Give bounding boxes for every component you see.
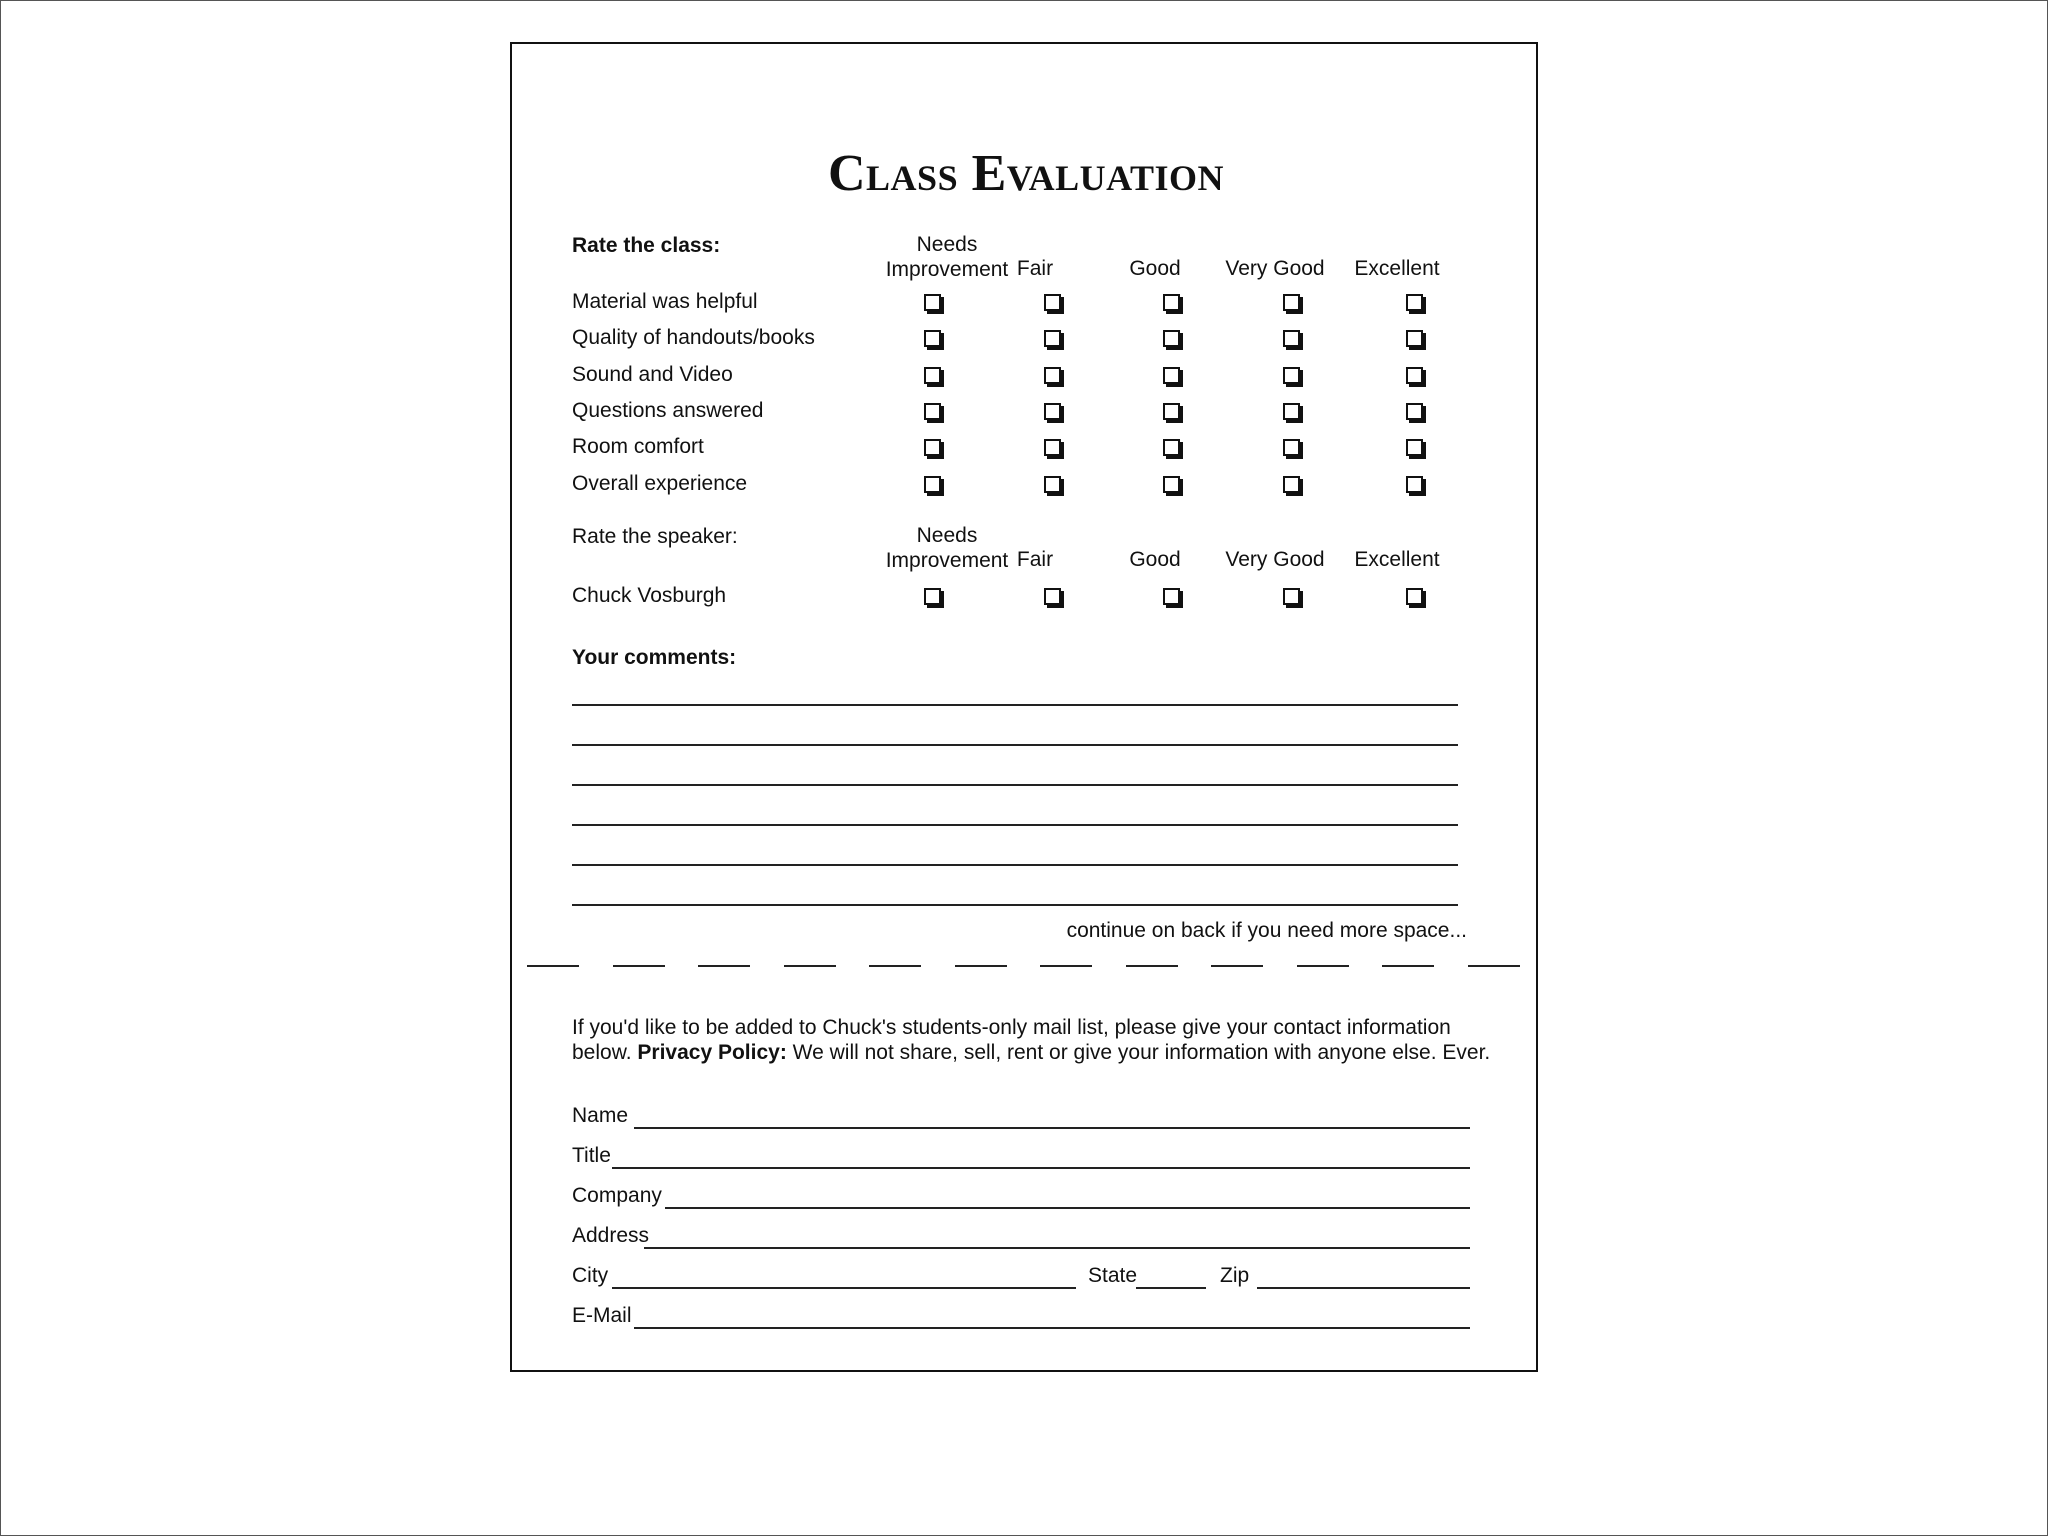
rate-speaker-heading: Rate the speaker: [572,525,738,548]
comment-line[interactable] [572,704,1458,706]
class-item-3-checkbox-needs-improvement[interactable] [924,403,941,420]
class-item-1-checkbox-fair[interactable] [1044,330,1061,347]
class-item-3-checkbox-good[interactable] [1163,403,1180,420]
class-item-4-checkbox-needs-improvement[interactable] [924,439,941,456]
speaker-scale-very-good: Very Good [1225,548,1325,571]
tear-dash [955,965,1007,967]
address-label: Address [572,1224,650,1247]
zip-label: Zip [1220,1264,1250,1287]
state-field[interactable] [1136,1287,1206,1289]
evaluation-form [510,42,1538,1372]
class-item-1-checkbox-very-good[interactable] [1283,330,1300,347]
class-item-3-checkbox-very-good[interactable] [1283,403,1300,420]
name-field[interactable] [634,1127,1470,1129]
class-scale-fair: Fair [1016,257,1054,280]
title-label: Title [572,1144,611,1167]
class-item-1-checkbox-good[interactable] [1163,330,1180,347]
class-item-1-checkbox-excellent[interactable] [1406,330,1423,347]
class-item-5-checkbox-good[interactable] [1163,476,1180,493]
class-item-5-checkbox-fair[interactable] [1044,476,1061,493]
intro-below: below. [572,1041,632,1064]
speaker-scale-fair: Fair [1016,548,1054,571]
class-item-label: Questions answered [572,398,764,422]
continue-note: continue on back if you need more space... [1066,919,1467,942]
class-item-3-checkbox-excellent[interactable] [1406,403,1423,420]
class-item-1-checkbox-needs-improvement[interactable] [924,330,941,347]
class-item-0-checkbox-very-good[interactable] [1283,294,1300,311]
city-label: City [572,1264,609,1287]
comment-line[interactable] [572,904,1458,906]
rate-class-heading: Rate the class: [572,234,721,257]
company-field[interactable] [665,1207,1470,1209]
speaker-scale-good: Good [1129,548,1181,571]
class-item-0-checkbox-fair[interactable] [1044,294,1061,311]
privacy-line [572,1041,1490,1065]
class-item-0-checkbox-needs-improvement[interactable] [924,294,941,311]
privacy-policy-label: Privacy Policy: [637,1041,787,1064]
address-field[interactable] [644,1247,1470,1249]
tear-dash [527,965,579,967]
class-scale-needs-improvement: Needs Improvement [885,233,1009,281]
class-scale-very-good: Very Good [1225,257,1325,280]
speaker-checkbox-excellent[interactable] [1406,588,1423,605]
class-item-0-checkbox-good[interactable] [1163,294,1180,311]
tear-dash [613,965,665,967]
title-field[interactable] [612,1167,1470,1169]
comment-line[interactable] [572,864,1458,866]
class-item-label: Quality of handouts/books [572,326,815,350]
class-item-label: Room comfort [572,435,704,459]
tear-dash [1382,965,1434,967]
class-item-2-checkbox-fair[interactable] [1044,367,1061,384]
comments-heading: Your comments: [572,646,737,669]
state-label: State [1088,1264,1138,1287]
class-item-2-checkbox-very-good[interactable] [1283,367,1300,384]
name-label: Name [572,1104,629,1127]
speaker-scale-needs-improvement: Needs Improvement [885,524,1009,572]
city-field[interactable] [612,1287,1076,1289]
speaker-name: Chuck Vosburgh [572,584,727,607]
class-item-5-checkbox-needs-improvement[interactable] [924,476,941,493]
privacy-policy-text: We will not share, sell, rent or give your information with anyone else. Ever. [792,1041,1491,1064]
tear-dash [1297,965,1349,967]
class-item-4-checkbox-very-good[interactable] [1283,439,1300,456]
comment-line[interactable] [572,784,1458,786]
class-scale-excellent: Excellent [1354,257,1440,280]
tear-dash [1040,965,1092,967]
comment-line[interactable] [572,824,1458,826]
class-item-3-checkbox-fair[interactable] [1044,403,1061,420]
class-item-label: Sound and Video [572,362,733,386]
comment-line[interactable] [572,744,1458,746]
class-item-4-checkbox-good[interactable] [1163,439,1180,456]
class-item-label: Material was helpful [572,290,758,313]
company-label: Company [572,1184,662,1207]
speaker-checkbox-fair[interactable] [1044,588,1061,605]
speaker-checkbox-needs-improvement[interactable] [924,588,941,605]
email-label: E-Mail [572,1304,632,1327]
speaker-checkbox-good[interactable] [1163,588,1180,605]
class-item-0-checkbox-excellent[interactable] [1406,294,1423,311]
class-item-2-checkbox-good[interactable] [1163,367,1180,384]
zip-field[interactable] [1257,1287,1470,1289]
speaker-checkbox-very-good[interactable] [1283,588,1300,605]
class-item-label: Overall experience [572,471,748,495]
mailing-intro: If you'd like to be added to Chuck's students-only mail list, please give your contact information [572,1016,1451,1039]
class-item-4-checkbox-excellent[interactable] [1406,439,1423,456]
form-title: Class Evaluation [827,145,1224,202]
class-item-2-checkbox-excellent[interactable] [1406,367,1423,384]
tear-dash [1211,965,1263,967]
email-field[interactable] [634,1327,1470,1329]
tear-dash [698,965,750,967]
tear-dash [1126,965,1178,967]
class-item-5-checkbox-very-good[interactable] [1283,476,1300,493]
class-item-2-checkbox-needs-improvement[interactable] [924,367,941,384]
class-item-5-checkbox-excellent[interactable] [1406,476,1423,493]
class-item-4-checkbox-fair[interactable] [1044,439,1061,456]
class-scale-good: Good [1129,257,1181,280]
speaker-scale-excellent: Excellent [1354,548,1440,571]
tear-dash [784,965,836,967]
tear-dash [1468,965,1520,967]
tear-dash [869,965,921,967]
